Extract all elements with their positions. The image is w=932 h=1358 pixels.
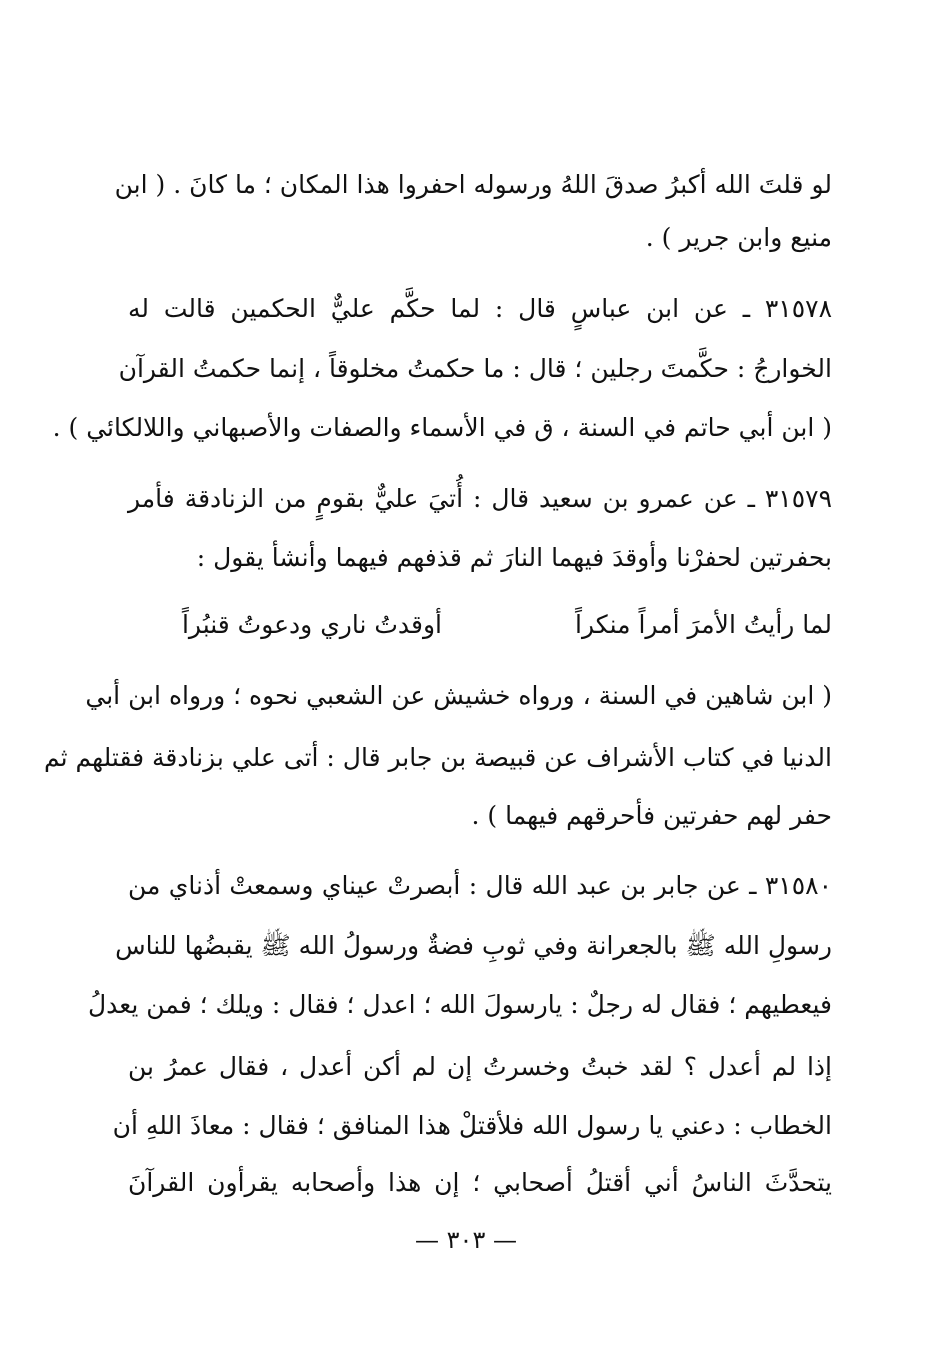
verse-first-half: لما رأيتُ الأمرَ أمراً منكراً bbox=[575, 610, 832, 639]
text-line: ٣١٥٧٨ ـ عن ابن عباسٍ قال : لما حكَّم عليٌّ الحكمين قالت له bbox=[128, 294, 832, 323]
text-line: الدنيا في كتاب الأشراف عن قبيصة بن جابر قال : أتى علي بزنادقة فقتلهم ثم bbox=[43, 743, 832, 772]
text-line: ٣١٥٧٩ ـ عن عمرو بن سعيد قال : أُتيَ عليٌّ بقومٍ من الزنادقة فأمر bbox=[128, 484, 832, 513]
text-line: رسولِ الله ﷺ بالجعرانة وفي ثوبِ فضةٌ ورسولُ الله ﷺ يقبضُها للناس bbox=[115, 931, 832, 960]
text-line: فيعطيهم ؛ فقال له رجلٌ : يارسولَ الله ؛ اعدل ؛ فقال : ويلك ؛ فمن يعدلُ bbox=[88, 990, 832, 1019]
text-line: لو قلتَ الله أكبرُ صدقَ اللهُ ورسوله احفروا هذا المكان ؛ ما كانَ . ( ابن bbox=[114, 170, 832, 199]
text-line: الخطاب : دعني يا رسول الله فلأقتلْ هذا المنافق ؛ فقال : معاذَ اللهِ أن bbox=[112, 1111, 832, 1140]
text-line: إذا لم أعدل ؟ لقد خبتُ وخسرتُ إن لم أكن أعدل ، فقال عمرُ بن bbox=[128, 1052, 832, 1081]
text-line: منيع وابن جرير ) . bbox=[645, 223, 832, 252]
text-line: ٣١٥٨٠ ـ عن جابر بن عبد الله قال : أبصرتْ عيناي وسمعتْ أذناي من bbox=[128, 871, 832, 900]
text-line: يتحدَّثَ الناسُ أني أقتلُ أصحابي ؛ إن هذا وأصحابه يقرأون القرآنَ bbox=[128, 1168, 832, 1197]
text-line: ( ابن أبي حاتم في السنة ، ق في الأسماء والصفات والأصبهاني واللالكائي ) . bbox=[52, 413, 832, 442]
verse-second-half: أوقدتُ ناري ودعوتُ قنبُراً bbox=[181, 610, 442, 639]
text-line: الخوارجُ : حكَّمتَ رجلين ؛ قال : ما حكمتُ مخلوقاً ، إنما حكمتُ القرآن bbox=[118, 354, 832, 383]
page-number: — ٣٠٣ — bbox=[415, 1226, 517, 1254]
text-line: حفر لهم حفرتين فأحرقهم فيهما ) . bbox=[471, 801, 832, 830]
text-line: ( ابن شاهين في السنة ، ورواه خشيش عن الشعبي نحوه ؛ ورواه ابن أبي bbox=[85, 681, 832, 710]
text-line: بحفرتين لحفرْنا وأوقدَ فيهما النارَ ثم قذفهم فيهما وأنشأ يقول : bbox=[196, 543, 832, 572]
